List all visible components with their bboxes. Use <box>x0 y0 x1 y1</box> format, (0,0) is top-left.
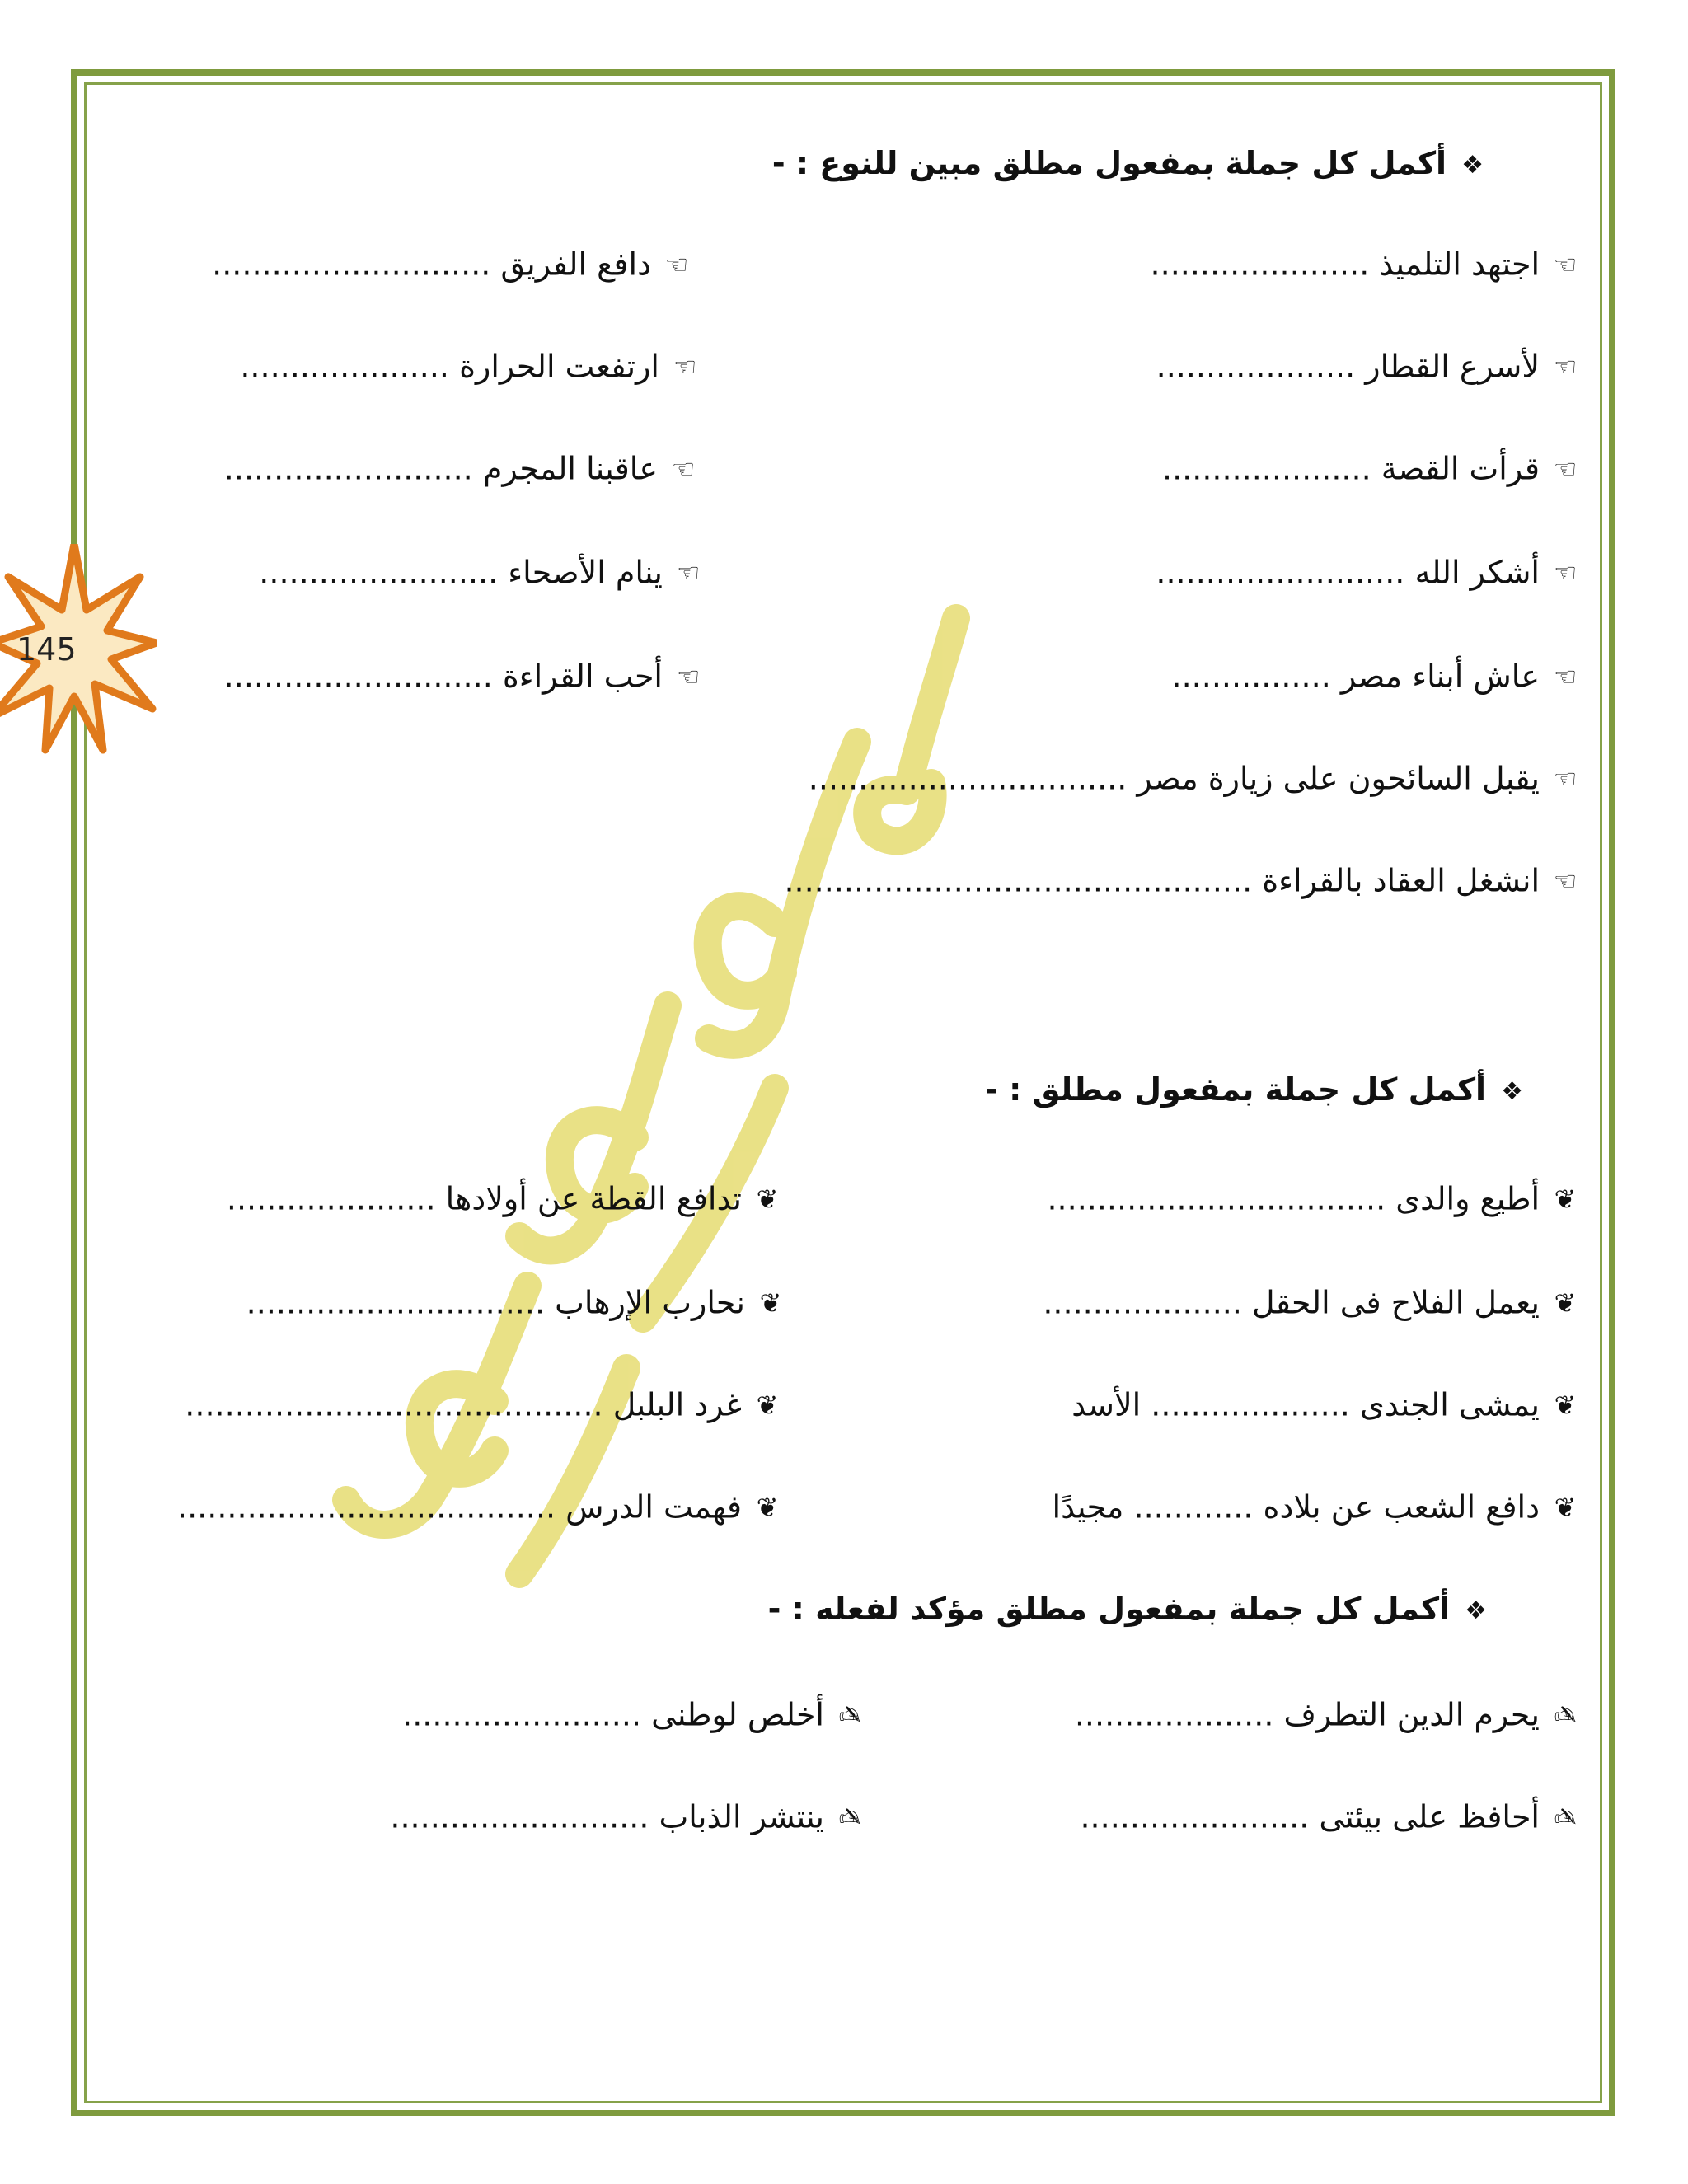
s1-item-4: ☞ارتفعت الحرارة ..................... <box>240 346 699 385</box>
writing-hand-icon: ✍ <box>838 1699 861 1731</box>
ornamental-scroll-icon: ❦ <box>1554 1389 1577 1421</box>
writing-hand-icon: ✍ <box>838 1801 861 1833</box>
writing-hand-icon: ✍ <box>1554 1801 1577 1833</box>
pointing-hand-icon: ☞ <box>676 660 701 692</box>
section-3-heading: ❖أكمل كل جملة بمفعول مطلق مؤكد لفعله : - <box>767 1591 1487 1627</box>
s2-item-1: ❦أطيع والدى .................................. <box>1047 1179 1579 1217</box>
s2-item-8: ❦فهمت الدرس ...................................... <box>177 1487 781 1526</box>
s3-item-2: ✍أخلص لوطنى ........................ <box>402 1694 864 1733</box>
s1-item-2: ☞دافع الفريق ............................ <box>212 244 691 283</box>
pointing-hand-icon: ☞ <box>1553 452 1578 485</box>
s1-item-5: ☞قرأت القصة ..................... <box>1162 448 1579 487</box>
section-2-heading: ❖أكمل كل جملة بمفعول مطلق : - <box>985 1071 1523 1108</box>
pointing-hand-icon: ☞ <box>664 248 689 280</box>
ornamental-scroll-icon: ❦ <box>756 1491 779 1523</box>
s2-item-5: ❦يمشى الجندى .................... الأسد <box>1071 1385 1579 1423</box>
pointing-hand-icon: ☞ <box>671 452 696 485</box>
four-diamonds-icon: ❖ <box>1501 1077 1523 1106</box>
page-number: 145 <box>16 631 77 668</box>
s2-item-3: ❦يعمل الفلاح فى الحقل .................... <box>1043 1282 1579 1321</box>
s1-item-8: ☞ينام الأصحاء ........................ <box>259 552 702 591</box>
ornamental-scroll-icon: ❦ <box>759 1286 782 1319</box>
s2-item-7: ❦دافع الشعب عن بلاده ............ مجيدًا <box>1053 1487 1579 1526</box>
ornamental-scroll-icon: ❦ <box>1554 1286 1577 1319</box>
s1-item-10: ☞أحب القراءة ........................... <box>224 656 702 695</box>
pointing-hand-icon: ☞ <box>1553 350 1578 382</box>
ornamental-scroll-icon: ❦ <box>1554 1491 1577 1523</box>
ornamental-scroll-icon: ❦ <box>1554 1183 1577 1215</box>
section-1-heading: ❖أكمل كل جملة بمفعول مطلق مبين للنوع : - <box>771 145 1484 181</box>
s3-item-4: ✍ينتشر الذباب .......................... <box>390 1797 864 1835</box>
ornamental-scroll-icon: ❦ <box>756 1183 779 1215</box>
s1-item-11: ☞يقبل السائحون على زيارة مصر ................................ <box>809 758 1579 797</box>
pointing-hand-icon: ☞ <box>1553 248 1578 280</box>
four-diamonds-icon: ❖ <box>1461 151 1484 180</box>
s3-item-3: ✍أحافظ على بيئتى ....................... <box>1080 1797 1579 1835</box>
s2-item-4: ❦نحارب الإرهاب .............................. <box>246 1282 785 1321</box>
pointing-hand-icon: ☞ <box>1553 660 1578 692</box>
s3-item-1: ✍يحرم الدين التطرف .................... <box>1075 1694 1579 1733</box>
pointing-hand-icon: ☞ <box>673 350 697 382</box>
s1-item-6: ☞عاقبنا المجرم ......................... <box>224 448 697 487</box>
s1-item-7: ☞أشكر الله ......................... <box>1156 552 1579 591</box>
pointing-hand-icon: ☞ <box>1553 865 1578 897</box>
writing-hand-icon: ✍ <box>1554 1699 1577 1731</box>
pointing-hand-icon: ☞ <box>1553 762 1578 794</box>
s1-item-1: ☞اجتهد التلميذ ...................... <box>1151 244 1579 283</box>
s2-item-2: ❦تدافع القطة عن أولادها ..................... <box>227 1179 781 1217</box>
s1-item-3: ☞لأسرع القطار .................... <box>1156 346 1579 385</box>
pointing-hand-icon: ☞ <box>1553 556 1578 588</box>
s2-item-6: ❦غرد البلبل .......................................... <box>185 1385 781 1423</box>
ornamental-scroll-icon: ❦ <box>756 1389 779 1421</box>
pointing-hand-icon: ☞ <box>676 556 701 588</box>
s1-item-12: ☞انشغل العقاد بالقراءة ............................................... <box>784 860 1579 899</box>
four-diamonds-icon: ❖ <box>1465 1596 1487 1625</box>
s1-item-9: ☞عاش أبناء مصر ................ <box>1172 656 1579 695</box>
